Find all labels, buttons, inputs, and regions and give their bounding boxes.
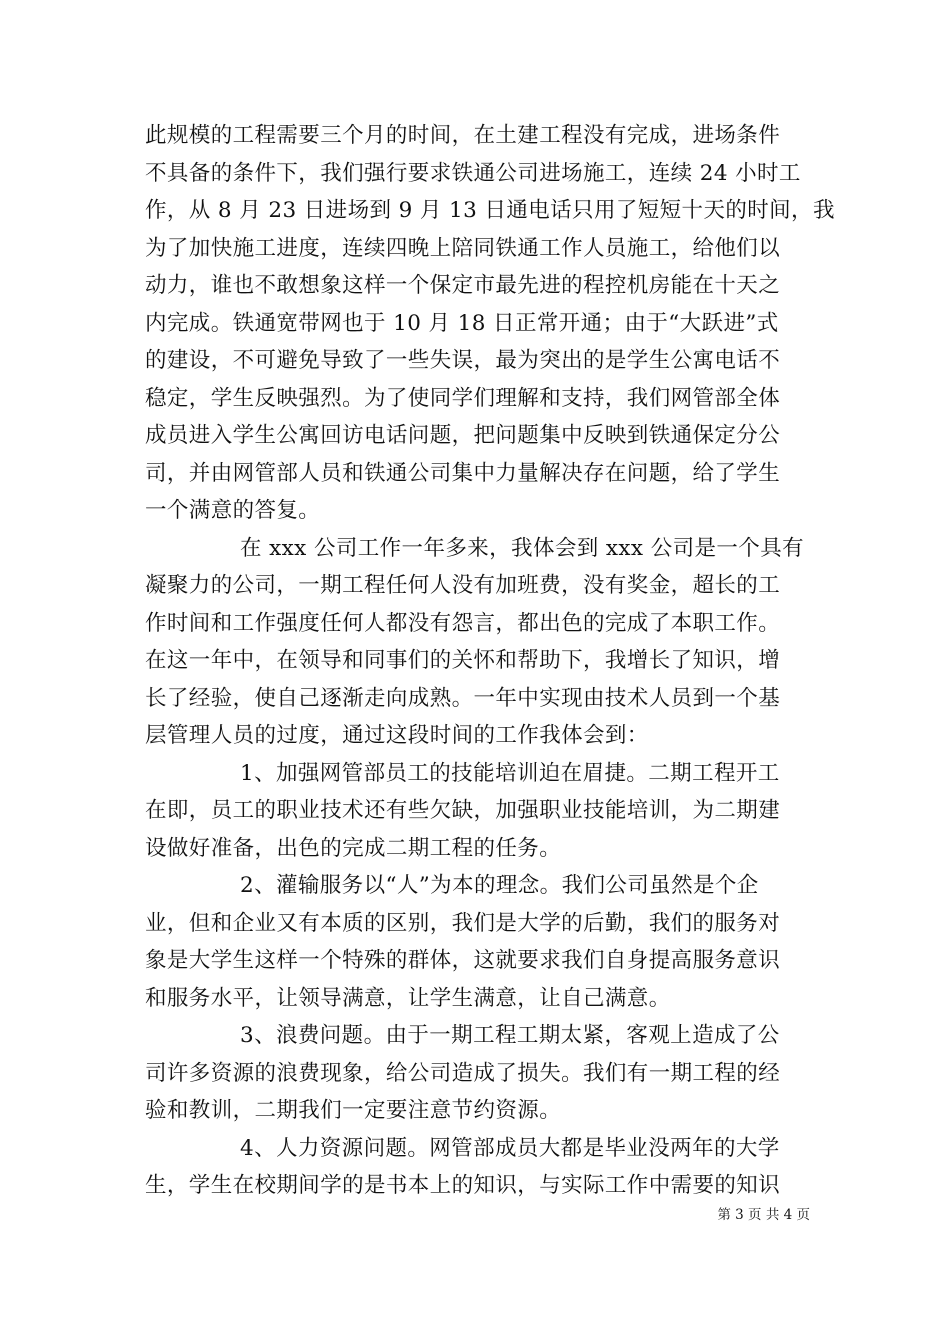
text-line: 为了加快施工进度，连续四晚上陪同铁通工作人员施工，给他们以	[145, 236, 781, 261]
text-line: 验和教训，二期我们一定要注意节约资源。	[145, 1098, 562, 1123]
text-line: 设做好准备，出色的完成二期工程的任务。	[145, 836, 562, 861]
text-line: 在即，员工的职业技术还有些欠缺，加强职业技能培训，为二期建	[145, 798, 781, 823]
list-item-4-line: 4、人力资源问题。网管部成员大都是毕业没两年的大学	[240, 1136, 780, 1161]
text-line: 司许多资源的浪费现象，给公司造成了损失。我们有一期工程的经	[145, 1061, 781, 1086]
text-line: 作，从 8 月 23 日进场到 9 月 13 日通电话只用了短短十天的时间，我	[145, 198, 835, 223]
text-line: 不具备的条件下，我们强行要求铁通公司进场施工，连续 24 小时工	[145, 161, 801, 186]
text-line: 层管理人员的过度，通过这段时间的工作我体会到：	[145, 723, 649, 748]
text-line: 业，但和企业又有本质的区别，我们是大学的后勤，我们的服务对	[145, 911, 781, 936]
list-item-2-line: 2、灌输服务以“人”为本的理念。我们公司虽然是个企	[240, 873, 759, 898]
text-line: 此规模的工程需要三个月的时间，在土建工程没有完成，进场条件	[145, 123, 781, 148]
text-line: 作时间和工作强度任何人都没有怨言，都出色的完成了本职工作。	[145, 611, 781, 636]
list-item-1-line: 1、加强网管部员工的技能培训迫在眉捷。二期工程开工	[240, 761, 780, 786]
text-line: 象是大学生这样一个特殊的群体，这就要求我们自身提高服务意识	[145, 948, 781, 973]
text-line: 内完成。铁通宽带网也于 10 月 18 日正常开通；由于“大跃进”式	[145, 311, 779, 336]
text-line: 的建设，不可避免导致了一些失误，最为突出的是学生公寓电话不	[145, 348, 781, 373]
text-line: 和服务水平，让领导满意，让学生满意，让自己满意。	[145, 986, 671, 1011]
text-line: 司，并由网管部人员和铁通公司集中力量解决存在问题，给了学生	[145, 461, 781, 486]
text-line: 稳定，学生反映强烈。为了使同学们理解和支持，我们网管部全体	[145, 386, 781, 411]
text-line: 动力，谁也不敢想象这样一个保定市最先进的程控机房能在十天之	[145, 273, 781, 298]
paragraph-start-line: 在 xxx 公司工作一年多来，我体会到 xxx 公司是一个具有	[240, 536, 804, 561]
text-line: 长了经验，使自己逐渐走向成熟。一年中实现由技术人员到一个基	[145, 686, 781, 711]
text-line: 凝聚力的公司，一期工程任何人没有加班费，没有奖金，超长的工	[145, 573, 781, 598]
text-line: 一个满意的答复。	[145, 498, 321, 523]
page-number-footer: 第 3 页 共 4 页	[717, 1207, 810, 1223]
text-line: 生，学生在校期间学的是书本上的知识，与实际工作中需要的知识	[145, 1173, 781, 1198]
text-line: 在这一年中，在领导和同事们的关怀和帮助下，我增长了知识，增	[145, 648, 781, 673]
list-item-3-line: 3、浪费问题。由于一期工程工期太紧，客观上造成了公	[240, 1023, 780, 1048]
text-line: 成员进入学生公寓回访电话问题，把问题集中反映到铁通保定分公	[145, 423, 781, 448]
